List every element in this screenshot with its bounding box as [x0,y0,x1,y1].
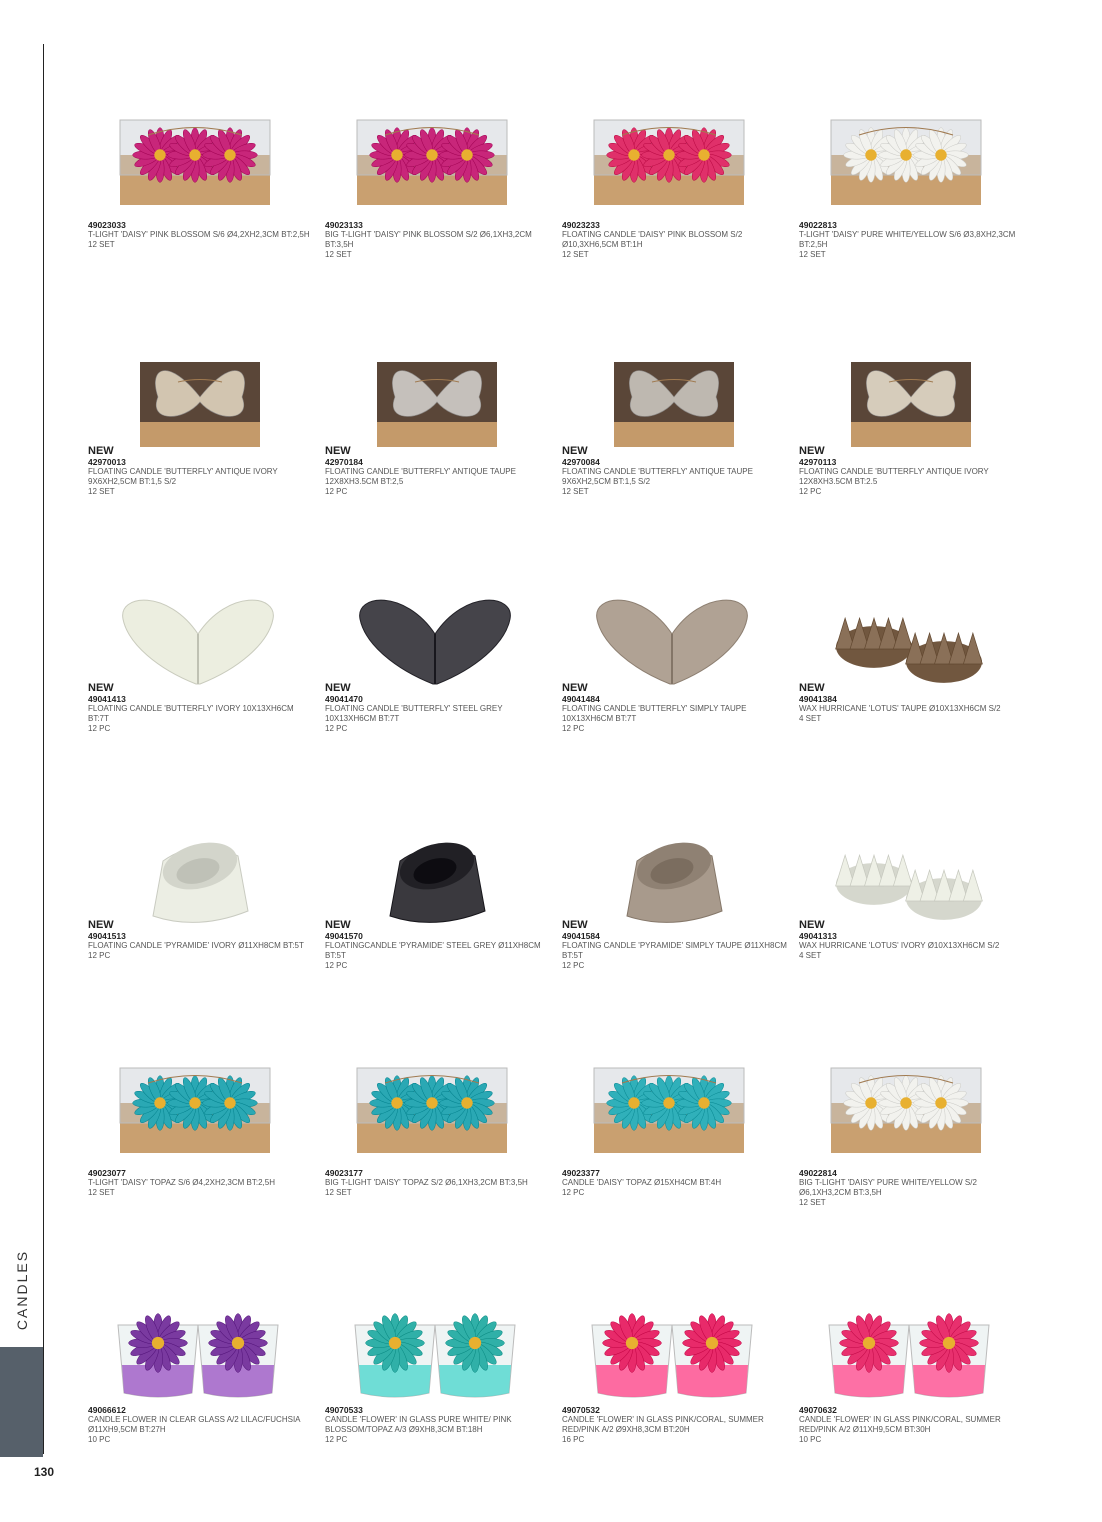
product-card [325,1285,550,1522]
product-quantity: 12 SET [799,1198,826,1207]
product-card [88,1285,313,1522]
product-code: 42970113 [799,457,837,467]
pyramide-candle-image [562,811,782,936]
product-quantity: 12 PC [799,487,822,496]
product-card [88,574,313,811]
product-quantity: 10 PC [799,1435,822,1444]
product-description: FLOATING CANDLE 'DAISY' PINK BLOSSOM S/2 Ø10,3XH6,5CM BT:1H [562,230,743,249]
product-quantity: 12 SET [88,1188,115,1197]
product-quantity: 12 PC [325,724,348,733]
new-badge: NEW [562,445,588,457]
product-description: CANDLE 'DAISY' TOPAZ Ø15XH4CM BT:4H [562,1178,722,1187]
product-quantity: 12 SET [799,250,826,259]
box-butterfly-image [799,337,1019,462]
product-info [88,445,313,497]
product-card [799,574,1024,811]
butterfly-candle-image [562,574,782,699]
new-badge: NEW [562,682,588,694]
product-quantity: 12 PC [325,1435,348,1444]
product-card [325,811,550,1048]
flower-glass-image [325,1285,545,1410]
product-card [799,811,1024,1048]
product-info [562,1168,787,1198]
product-info [88,1168,313,1198]
product-quantity: 12 PC [88,724,111,733]
product-quantity: 12 SET [325,1188,352,1197]
product-card [799,1048,1024,1285]
product-code: 49023377 [562,1168,600,1178]
product-code: 49070532 [562,1405,600,1415]
new-badge: NEW [325,682,351,694]
product-description: WAX HURRICANE 'LOTUS' TAUPE Ø10X13XH6CM S/2 [799,704,1001,713]
page-number: 130 [34,1465,55,1479]
product-info [88,682,313,734]
product-info [88,1405,313,1445]
box-daisy-image [325,100,545,225]
product-quantity: 12 SET [88,487,115,496]
product-code: 49041384 [799,694,837,704]
product-description: CANDLE 'FLOWER' IN GLASS PURE WHITE/ PINK BLOSSOM/TOPAZ A/3 Ø9XH8,3CM BT:18H [325,1415,512,1434]
product-code: 49041513 [88,931,126,941]
product-description: FLOATING CANDLE 'BUTTERFLY' ANTIQUE IVORY 9X6XH2,5CM BT:1,5 S/2 [88,467,278,486]
product-info [562,220,787,260]
product-card [799,1285,1024,1522]
product-quantity: 12 PC [562,961,585,970]
product-card [88,337,313,574]
box-daisy-image [562,1048,782,1173]
product-description: FLOATINGCANDLE 'PYRAMIDE' STEEL GREY Ø11XH8CM BT:5T [325,941,541,960]
product-card [799,100,1024,337]
product-description: FLOATING CANDLE 'BUTTERFLY' ANTIQUE TAUPE 12X8XH3.5CM BT:2,5 [325,467,516,486]
box-butterfly-image [325,337,545,462]
product-quantity: 12 PC [325,487,348,496]
page-margin-line [43,44,44,1454]
product-info [88,919,313,961]
product-code: 49022814 [799,1168,837,1178]
product-info [799,220,1024,260]
product-card [562,337,787,574]
product-info [799,682,1024,724]
product-card [562,574,787,811]
new-badge: NEW [325,445,351,457]
product-info [562,1405,787,1445]
butterfly-candle-image [325,574,545,699]
butterfly-candle-image [88,574,308,699]
product-info [325,919,550,971]
new-badge: NEW [799,919,825,931]
box-daisy-image [325,1048,545,1173]
product-code: 49023033 [88,220,126,230]
new-badge: NEW [562,919,588,931]
product-description: T-LIGHT 'DAISY' PURE WHITE/YELLOW S/6 Ø3,8XH2,3CM BT:2,5H [799,230,1016,249]
product-code: 49023133 [325,220,363,230]
section-label: CANDLES [14,1249,30,1331]
product-card [325,100,550,337]
new-badge: NEW [325,919,351,931]
product-info [325,682,550,734]
product-quantity: 12 SET [88,240,115,249]
flower-glass-image [88,1285,308,1410]
product-code: 49023077 [88,1168,126,1178]
product-quantity: 12 SET [562,487,589,496]
product-code: 49070632 [799,1405,837,1415]
product-card [562,1048,787,1285]
product-code: 42970184 [325,457,363,467]
product-description: BIG T-LIGHT 'DAISY' PINK BLOSSOM S/2 Ø6,1XH3,2CM BT:3,5H [325,230,532,249]
lotus-pair-image [799,811,1019,936]
flower-glass-image [562,1285,782,1410]
product-description: FLOATING CANDLE 'BUTTERFLY' STEEL GREY 10X13XH6CM BT:7T [325,704,503,723]
product-quantity: 4 SET [799,951,822,960]
product-info [325,1405,550,1445]
product-card [562,100,787,337]
box-butterfly-image [88,337,308,462]
product-quantity: 12 PC [325,961,348,970]
product-description: T-LIGHT 'DAISY' PINK BLOSSOM S/6 Ø4,2XH2,3CM BT:2,5H [88,230,310,239]
product-info [799,1405,1024,1445]
section-tab [0,1347,43,1457]
product-info [562,445,787,497]
product-info [88,220,313,250]
box-daisy-image [562,100,782,225]
product-card [562,1285,787,1522]
box-daisy-image [88,1048,308,1173]
pyramide-candle-image [325,811,545,936]
product-code: 49041584 [562,931,600,941]
product-card [562,811,787,1048]
product-code: 49041570 [325,931,363,941]
product-code: 42970084 [562,457,600,467]
product-code: 42970013 [88,457,126,467]
product-quantity: 16 PC [562,1435,585,1444]
product-info [799,919,1024,961]
box-daisy-image [799,1048,1019,1173]
product-description: CANDLE 'FLOWER' IN GLASS PINK/CORAL, SUMMER RED/PINK A/2 Ø11XH9,5CM BT:30H [799,1415,1001,1434]
product-description: BIG T-LIGHT 'DAISY' TOPAZ S/2 Ø6,1XH3,2CM BT:3,5H [325,1178,528,1187]
product-card [799,337,1024,574]
product-card [325,574,550,811]
product-info [799,1168,1024,1208]
box-daisy-image [88,100,308,225]
box-butterfly-image [562,337,782,462]
product-description: CANDLE 'FLOWER' IN GLASS PINK/CORAL, SUMMER RED/PINK A/2 Ø9XH8,3CM BT:20H [562,1415,764,1434]
product-description: FLOATING CANDLE 'PYRAMIDE' IVORY Ø11XH8CM BT:5T [88,941,304,950]
product-code: 49066612 [88,1405,126,1415]
product-quantity: 12 PC [562,1188,585,1197]
product-info [325,445,550,497]
new-badge: NEW [88,682,114,694]
box-daisy-image [799,100,1019,225]
product-description: FLOATING CANDLE 'BUTTERFLY' ANTIQUE TAUPE 9X6XH2,5CM BT:1,5 S/2 [562,467,753,486]
flower-glass-image [799,1285,1019,1410]
product-description: BIG T-LIGHT 'DAISY' PURE WHITE/YELLOW S/2 Ø6,1XH3,2CM BT:3,5H [799,1178,977,1197]
product-info [799,445,1024,497]
product-description: FLOATING CANDLE 'BUTTERFLY' IVORY 10X13XH6CM BT:7T [88,704,294,723]
product-code: 49023233 [562,220,600,230]
new-badge: NEW [799,682,825,694]
product-description: FLOATING CANDLE 'BUTTERFLY' ANTIQUE IVORY 12X8XH3.5CM BT:2.5 [799,467,989,486]
product-info [325,1168,550,1198]
product-description: WAX HURRICANE 'LOTUS' IVORY Ø10X13XH6CM S/2 [799,941,1000,950]
product-quantity: 12 SET [325,250,352,259]
product-description: T-LIGHT 'DAISY' TOPAZ S/6 Ø4,2XH2,3CM BT:2,5H [88,1178,275,1187]
pyramide-candle-image [88,811,308,936]
product-code: 49041470 [325,694,363,704]
product-card [325,337,550,574]
product-quantity: 10 PC [88,1435,111,1444]
product-quantity: 12 PC [88,951,111,960]
product-card [88,811,313,1048]
product-code: 49070533 [325,1405,363,1415]
product-info [562,919,787,971]
product-card [88,1048,313,1285]
product-code: 49041313 [799,931,837,941]
product-card [88,100,313,337]
product-code: 49041413 [88,694,126,704]
lotus-pair-image [799,574,1019,699]
product-code: 49041484 [562,694,600,704]
product-code: 49022813 [799,220,837,230]
new-badge: NEW [88,919,114,931]
product-description: FLOATING CANDLE 'BUTTERFLY' SIMPLY TAUPE 10X13XH6CM BT:7T [562,704,747,723]
product-description: CANDLE FLOWER IN CLEAR GLASS A/2 LILAC/FUCHSIA Ø11XH9,5CM BT:27H [88,1415,301,1434]
product-quantity: 12 SET [562,250,589,259]
product-info [325,220,550,260]
new-badge: NEW [799,445,825,457]
product-quantity: 4 SET [799,714,822,723]
product-quantity: 12 PC [562,724,585,733]
product-description: FLOATING CANDLE 'PYRAMIDE' SIMPLY TAUPE Ø11XH8CM BT:5T [562,941,787,960]
new-badge: NEW [88,445,114,457]
product-info [562,682,787,734]
product-code: 49023177 [325,1168,363,1178]
product-card [325,1048,550,1285]
